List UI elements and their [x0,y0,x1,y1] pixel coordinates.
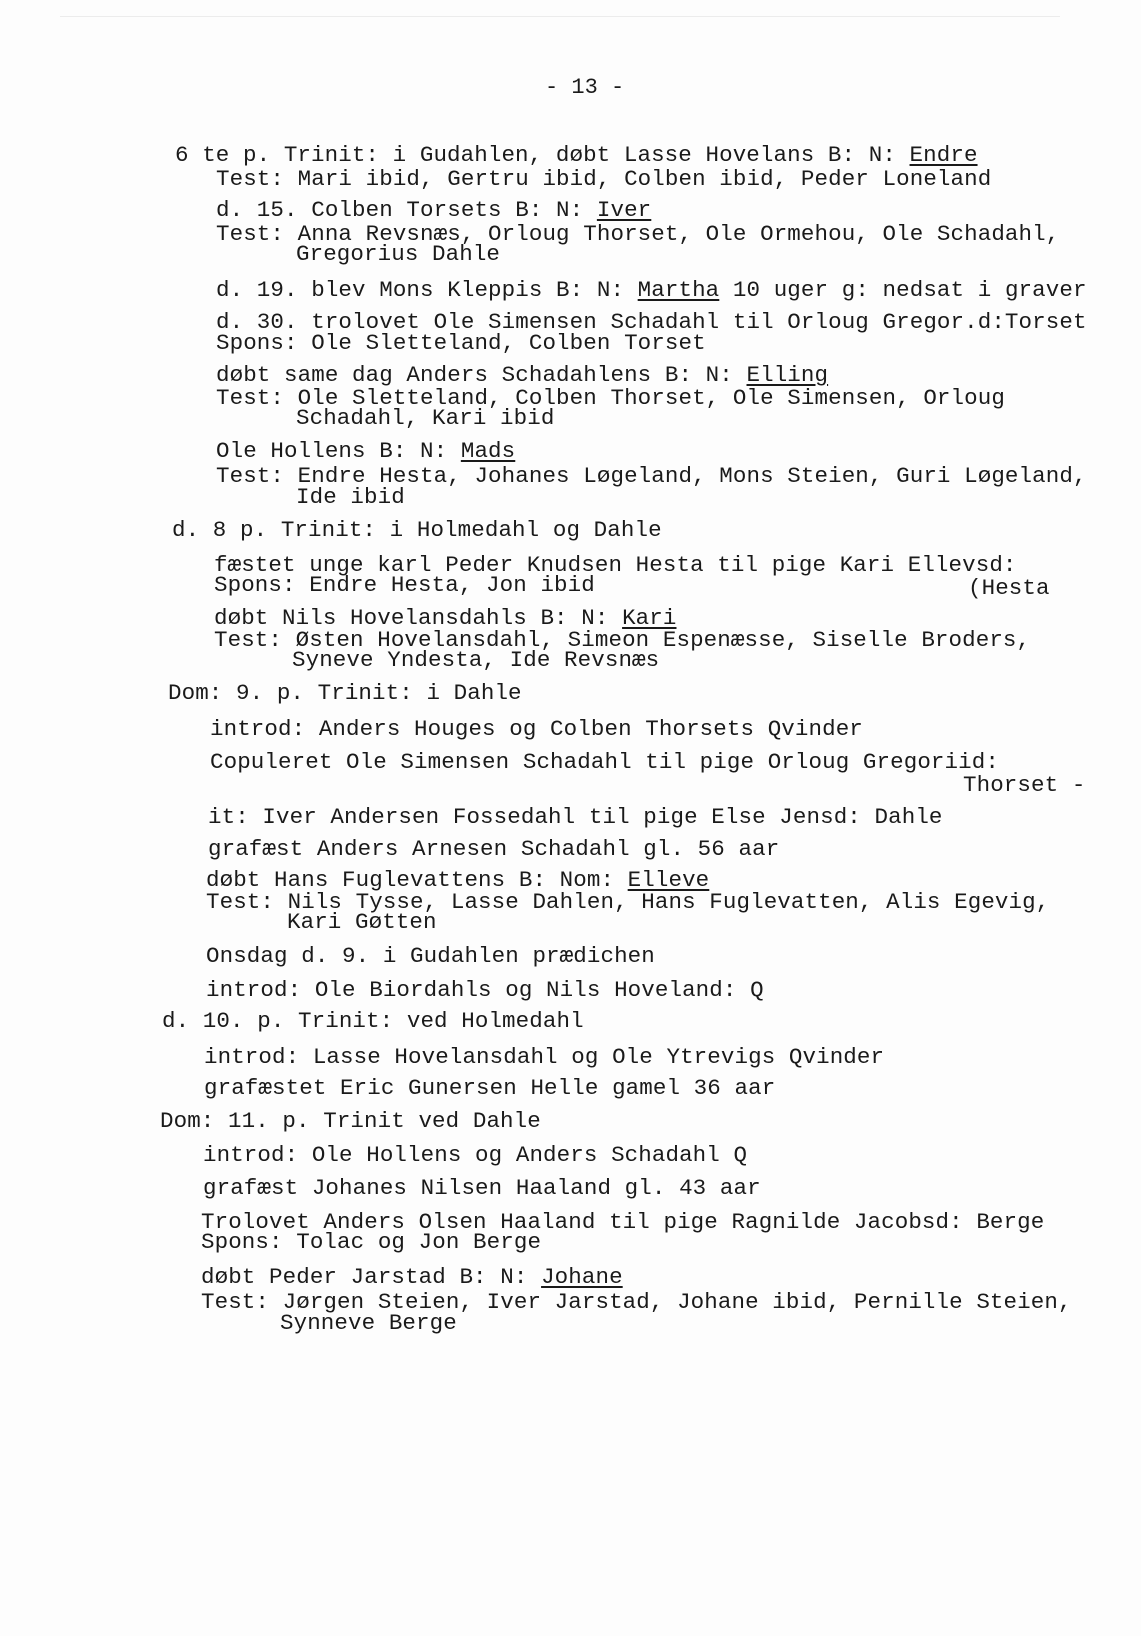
text-line [162,1008,584,1034]
line-text: Thorset - [963,772,1086,798]
line-text: Spons: Ole Sletteland, Colben Torset [216,330,706,356]
text-line [216,362,829,388]
line-text: Dom: 11. p. Trinit ved Dahle [160,1108,541,1134]
line-text: introd: Anders Houges og Colben Thorsets Qvinder [210,716,863,742]
line-text: introd: Ole Hollens og Anders Schadahl Q [203,1142,748,1168]
line-text: Trolovet Anders Olsen Haaland til pige Ragnilde Jacobsd: Berge [201,1209,1045,1235]
text-line [216,330,706,356]
line-text: Synneve Berge [280,1310,457,1336]
line-text: d. 19. blev Mons Kleppis B: N: [216,277,638,303]
text-line [201,1229,542,1255]
text-line [280,1310,457,1336]
underlined-name: Kari [622,605,677,631]
line-text: d. 8 p. Trinit: i Holmedahl og Dahle [172,517,662,543]
text-line [210,716,863,742]
line-text: 6 te p. Trinit: i Gudahlen, døbt Lasse Hovelans B: N: [175,142,910,168]
underlined-name: Martha [637,277,720,303]
line-text: Test: Ole Sletteland, Colben Thorset, Ole Simensen, Orloug [216,385,1005,411]
text-line [210,749,999,775]
line-text: it: Iver Andersen Fossedahl til pige Else Jensd: Dahle [208,804,943,830]
text-line [204,1075,776,1101]
text-line [292,647,660,673]
text-line [208,836,780,862]
line-text: (Hesta [968,575,1050,601]
line-text: grafæst Johanes Nilsen Haaland gl. 43 aar [203,1175,761,1201]
line-text: Test: Nils Tysse, Lasse Dahlen, Hans Fuglevatten, Alis Egevig, [206,889,1050,915]
line-text: Spons: Endre Hesta, Jon ibid [214,572,595,598]
text-line [204,1044,885,1070]
text-line [216,309,1087,335]
underlined-name: Mads [460,438,516,464]
line-text: døbt Hans Fuglevattens B: Nom: [206,867,628,893]
text-line [208,804,943,830]
line-text: Test: Østen Hovelansdahl, Simeon Espenæsse, Siselle Broders, [214,627,1031,653]
text-line [287,909,437,935]
line-text: grafæst Anders Arnesen Schadahl gl. 56 aar [208,836,780,862]
text-line [214,572,595,598]
text-line [216,166,992,192]
underlined-name: Elleve [627,867,710,893]
text-line [216,277,1087,303]
line-text: introd: Lasse Hovelansdahl og Ole Ytrevigs Qvinder [204,1044,885,1070]
line-text: grafæstet Eric Gunersen Helle gamel 36 aar [204,1075,776,1101]
line-text: døbt Peder Jarstad B: N: [201,1264,542,1290]
text-line [968,575,1050,601]
line-text: Syneve Yndesta, Ide Revsnæs [292,647,660,673]
text-line [160,1108,541,1134]
line-text: Copuleret Ole Simensen Schadahl til pige Orloug Gregoriid: [210,749,999,775]
line-text: Ide ibid [296,484,405,510]
line-text: døbt Nils Hovelansdahls B: N: [214,605,623,631]
text-line [201,1264,623,1290]
line-text: Kari Gøtten [287,909,437,935]
text-line [214,605,677,631]
text-line [296,405,555,431]
line-text: d. 10. p. Trinit: ved Holmedahl [162,1008,584,1034]
line-text: Dom: 9. p. Trinit: i Dahle [168,680,522,706]
line-text: Test: Anna Revsnæs, Orloug Thorset, Ole Ormehou, Ole Schadahl, [216,221,1060,247]
line-text: Gregorius Dahle [296,241,501,267]
line-text: Schadahl, Kari ibid [296,405,555,431]
line-text: d. 15. Colben Torsets B: N: [216,197,597,223]
text-line [216,463,1087,489]
page-number: - 13 - [545,75,625,100]
text-line [168,680,522,706]
text-line [201,1289,1072,1315]
line-text: fæstet unge karl Peder Knudsen Hesta til pige Kari Ellevsd: [214,552,1017,578]
line-text: Test: Mari ibid, Gertru ibid, Colben ibid, Peder Loneland [216,166,992,192]
line-text: 10 uger g: nedsat i graver [719,277,1087,303]
line-text: introd: Ole Biordahls og Nils Hoveland: Q [206,977,764,1003]
text-line [203,1175,761,1201]
text-line [216,197,652,223]
text-line [296,484,405,510]
line-text: døbt same dag Anders Schadahlens B: N: [216,362,747,388]
text-line [172,517,662,543]
text-line [206,943,655,969]
line-text: d. 30. trolovet Ole Simensen Schadahl til Orloug Gregor.d:Torset [216,309,1087,335]
line-text: Test: Endre Hesta, Johanes Løgeland, Mons Steien, Guri Løgeland, [216,463,1087,489]
page-edge-line [60,16,1060,17]
line-text: Test: Jørgen Steien, Iver Jarstad, Johane ibid, Pernille Steien, [201,1289,1072,1315]
text-line [175,142,978,168]
text-line [206,977,764,1003]
underlined-name: Iver [596,197,652,223]
underlined-name: Endre [909,142,978,168]
text-line [203,1142,748,1168]
line-text: Onsdag d. 9. i Gudahlen prædichen [206,943,655,969]
underlined-name: Johane [541,1264,623,1290]
text-line [963,772,1086,798]
line-text: Spons: Tolac og Jon Berge [201,1229,542,1255]
line-text: Ole Hollens B: N: [216,438,461,464]
underlined-name: Elling [746,362,829,388]
text-line [216,438,516,464]
text-line [296,241,501,267]
text-line [206,867,710,893]
